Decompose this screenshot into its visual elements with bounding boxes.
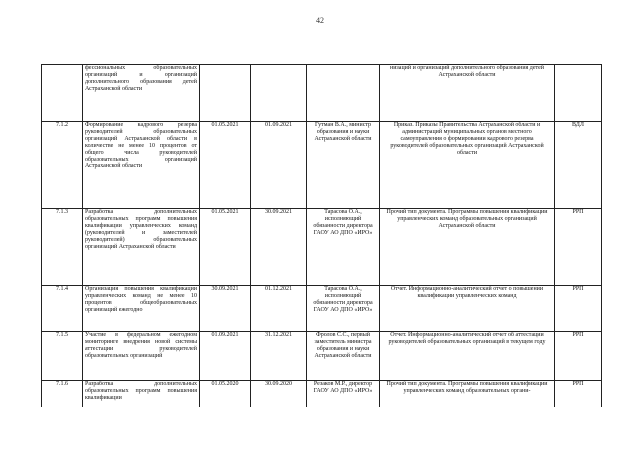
- level-cell: РРП: [555, 209, 602, 286]
- item-number: 7.1.5: [42, 332, 83, 381]
- table-row: [42, 332, 602, 381]
- level-cell: РРП: [555, 286, 602, 332]
- table-row: [42, 209, 602, 286]
- level-cell: [555, 65, 602, 122]
- start-date-cell: 01.05.2020: [200, 381, 251, 408]
- start-date-cell: [200, 65, 251, 122]
- end-date-cell: 31.12.2021: [251, 332, 307, 381]
- executor-cell: Тарасова О.А., исполняющий обязанности директора ГАОУ АО ДПО «ИРО»: [307, 209, 380, 286]
- end-date-cell: 30.09.2021: [251, 209, 307, 286]
- result-cell: Прочий тип документа. Программы повышения квалификации управленческих команд образовательных организаций Астраханской области: [380, 209, 555, 286]
- executor-cell: Резаков М.Р., директор ГАОУ АО ДПО «ИРО»: [307, 381, 380, 408]
- page-number: 42: [316, 16, 324, 25]
- start-date-cell: 01.05.2021: [200, 122, 251, 209]
- end-date-cell: 01.12.2021: [251, 286, 307, 332]
- start-date-cell: 01.09.2021: [200, 332, 251, 381]
- executor-cell: Фролов С.С., первый заместитель министра образования и науки Астраханской области: [307, 332, 380, 381]
- activity-cell: Участие в федеральном ежегодном мониторинге внедрения новой системы аттестации руководителей образовательных организаций: [83, 332, 200, 381]
- end-date-cell: 01.09.2021: [251, 122, 307, 209]
- item-number: [42, 65, 83, 122]
- activity-cell: Формирование кадрового резерва руководителей образовательных организаций Астраханской области в количестве не менее 10 процентов от общего числа руководителей образовательных организаций Астраханской области: [83, 122, 200, 209]
- result-cell: Прочий тип документа. Программы повышения квалификации управленческих команд образовательных органи-: [380, 381, 555, 408]
- start-date-cell: 01.05.2021: [200, 209, 251, 286]
- activity-cell: Разработка дополнительных образовательных программ повышения квалификации: [83, 381, 200, 408]
- result-cell: низаций и организаций дополнительного образования детей Астраханской области: [380, 65, 555, 122]
- table-row: [42, 65, 602, 122]
- executor-cell: [307, 65, 380, 122]
- item-number: 7.1.6: [42, 381, 83, 408]
- level-cell: РРП: [555, 332, 602, 381]
- end-date-cell: [251, 65, 307, 122]
- level-cell: РРП: [555, 381, 602, 408]
- table-row: [42, 122, 602, 209]
- table-row: [42, 381, 602, 408]
- item-number: 7.1.4: [42, 286, 83, 332]
- table-row: [42, 286, 602, 332]
- item-number: 7.1.2: [42, 122, 83, 209]
- level-cell: ВДЛ: [555, 122, 602, 209]
- result-cell: Приказ. Приказы Правительства Астраханской области и администраций муниципальных органов местного самоуправления о формировании кадрового резерва руководителей образовательных организаций Астраханской области: [380, 122, 555, 209]
- plan-table: [41, 64, 602, 407]
- result-cell: Отчет. Информационно-аналитический отчет об аттестации руководителей образовательных организаций в текущем году: [380, 332, 555, 381]
- executor-cell: Гутман В.А., министр образования и науки Астраханской области: [307, 122, 380, 209]
- executor-cell: Тарасова О.А., исполняющий обязанности директора ГАОУ АО ДПО «ИРО»: [307, 286, 380, 332]
- item-number: 7.1.3: [42, 209, 83, 286]
- activity-cell: фессиональных образовательных организаций и организаций дополнительного образования детей Астраханской области: [83, 65, 200, 122]
- result-cell: Отчет. Информационно-аналитический отчет о повышении квалификации управленческих команд: [380, 286, 555, 332]
- activity-cell: Разработка дополнительных образовательных программ повышения квалификации управленческих команд (руководителей и заместителей руководителей) образовательных организаций Астраханской области: [83, 209, 200, 286]
- start-date-cell: 30.09.2021: [200, 286, 251, 332]
- end-date-cell: 30.09.2020: [251, 381, 307, 408]
- activity-cell: Организация повышения квалификации управленческих команд не менее 10 процентов общеобразовательных организаций ежегодно: [83, 286, 200, 332]
